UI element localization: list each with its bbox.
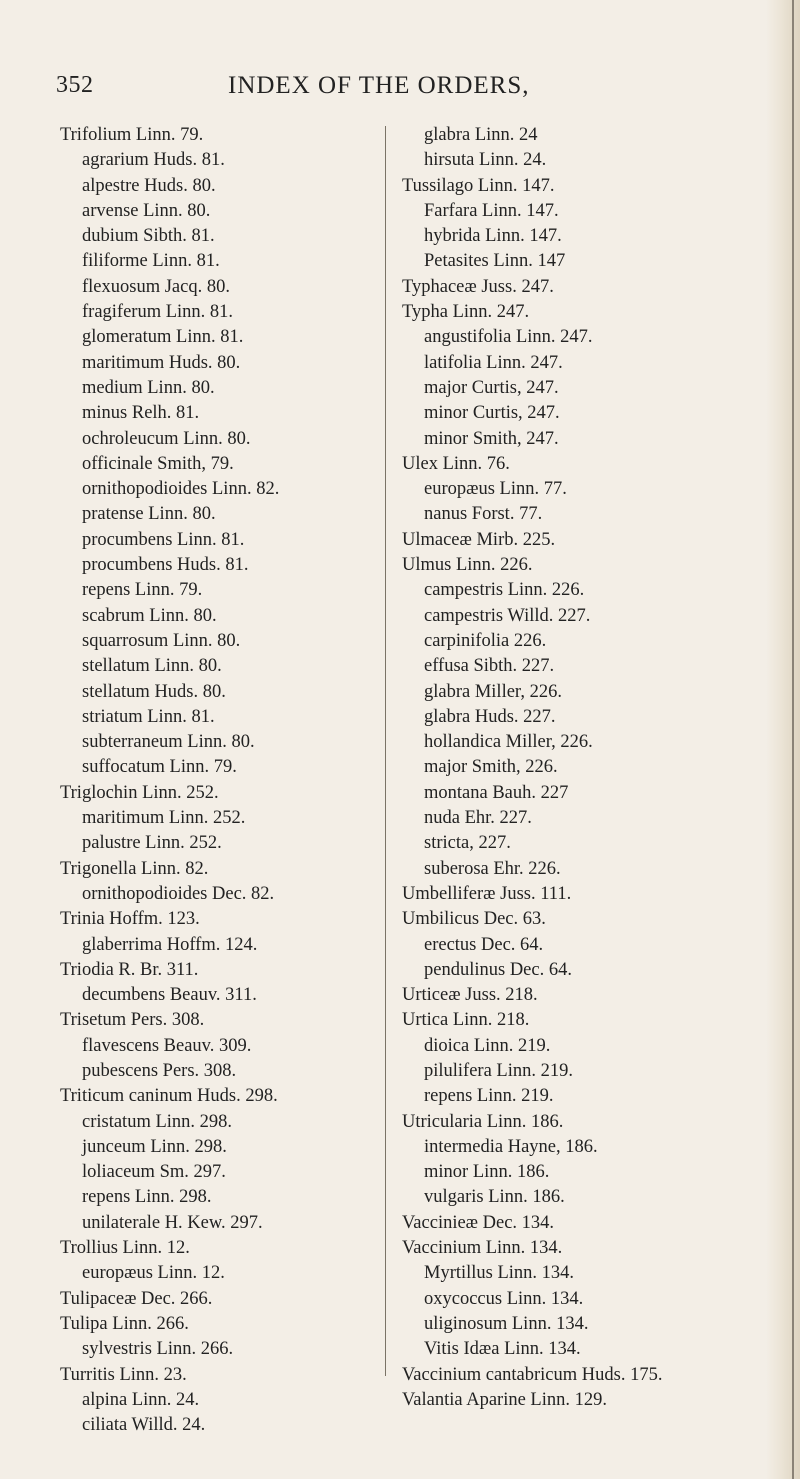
page-number: 352: [56, 72, 94, 98]
index-entry: maritimum Linn. 252.: [82, 808, 246, 829]
page-edge-line: [792, 0, 794, 1479]
index-entry: major Curtis, 247.: [424, 377, 559, 398]
index-entry: nanus Forst. 77.: [424, 504, 543, 525]
index-entry: alpina Linn. 24.: [82, 1389, 200, 1410]
index-entry: arvense Linn. 80.: [82, 200, 211, 221]
index-entry: europæus Linn. 12.: [82, 1263, 225, 1284]
index-entry: unilaterale H. Kew. 297.: [82, 1212, 263, 1233]
index-entry: Ulmaceæ Mirb. 225.: [402, 529, 556, 550]
index-entry: Typhaceæ Juss. 247.: [402, 276, 554, 297]
index-entry: sylvestris Linn. 266.: [82, 1339, 234, 1360]
index-entry: pubescens Pers. 308.: [82, 1060, 237, 1081]
index-column-left: [60, 123, 375, 1438]
running-title: INDEX OF THE ORDERS,: [228, 72, 530, 99]
index-entry: loliaceum Sm. 297.: [82, 1162, 226, 1183]
index-entry: fragiferum Linn. 81.: [82, 302, 234, 323]
index-entry: repens Linn. 219.: [424, 1086, 554, 1107]
index-entry: maritimum Huds. 80.: [82, 352, 241, 373]
index-entry: stellatum Huds. 80.: [82, 681, 226, 702]
index-entry: erectus Dec. 64.: [424, 934, 544, 955]
index-entry: Umbelliferæ Juss. 111.: [402, 883, 572, 904]
index-entry: Tulipaceæ Dec. 266.: [60, 1288, 213, 1309]
index-entry: Triticum caninum Huds. 298.: [60, 1086, 278, 1107]
index-entry: filiforme Linn. 81.: [82, 251, 220, 272]
index-entry: pratense Linn. 80.: [82, 504, 216, 525]
index-entry: suberosa Ehr. 226.: [424, 858, 561, 879]
index-entry: repens Linn. 79.: [82, 580, 203, 601]
index-entry: glaberrima Hoffm. 124.: [82, 934, 258, 955]
index-entry: carpinifolia 226.: [424, 630, 547, 651]
index-entry: glomeratum Linn. 81.: [82, 327, 244, 348]
index-entry: Trifolium Linn. 79.: [60, 125, 204, 145]
index-entry: minor Smith, 247.: [424, 428, 559, 449]
index-entry: procumbens Huds. 81.: [82, 555, 249, 576]
index-entry: latifolia Linn. 247.: [424, 352, 563, 373]
index-entry: pendulinus Dec. 64.: [424, 959, 572, 980]
index-entry: Ulmus Linn. 226.: [402, 555, 533, 576]
index-entry: alpestre Huds. 80.: [82, 175, 216, 196]
index-entry: vulgaris Linn. 186.: [424, 1187, 565, 1208]
index-entry: Vitis Idæa Linn. 134.: [424, 1339, 581, 1360]
index-entry: Urtica Linn. 218.: [402, 1010, 530, 1031]
index-entry: Tussilago Linn. 147.: [402, 175, 555, 196]
index-entry: glabra Huds. 227.: [424, 706, 556, 727]
index-entry: Triodia R. Br. 311.: [60, 959, 199, 980]
index-entry: Trigonella Linn. 82.: [60, 858, 209, 879]
index-entry: cristatum Linn. 298.: [82, 1111, 233, 1132]
index-entry: medium Linn. 80.: [82, 377, 215, 398]
index-entry: flavescens Beauv. 309.: [82, 1035, 252, 1056]
index-entry: nuda Ehr. 227.: [424, 808, 532, 829]
index-entry: stricta, 227.: [424, 833, 511, 854]
index-entry: oxycoccus Linn. 134.: [424, 1288, 584, 1309]
index-entry: ciliata Willd. 24.: [82, 1415, 206, 1436]
index-entry: squarrosum Linn. 80.: [82, 630, 241, 651]
index-entry: flexuosum Jacq. 80.: [82, 276, 230, 297]
index-column-right: [402, 123, 792, 1413]
index-entry: dioica Linn. 219.: [424, 1035, 551, 1056]
index-entry: ochroleucum Linn. 80.: [82, 428, 251, 449]
index-entry: uliginosum Linn. 134.: [424, 1313, 589, 1334]
index-entry: Ulex Linn. 76.: [402, 453, 510, 474]
index-entry: major Smith, 226.: [424, 757, 558, 778]
index-entry: decumbens Beauv. 311.: [82, 985, 257, 1006]
index-entry: glabra Linn. 24: [424, 125, 538, 145]
index-entry: Urticeæ Juss. 218.: [402, 985, 538, 1006]
index-entry: Turritis Linn. 23.: [60, 1364, 187, 1385]
index-entry: Trinia Hoffm. 123.: [60, 909, 200, 930]
index-entry: Petasites Linn. 147: [424, 251, 566, 272]
index-entry: suffocatum Linn. 79.: [82, 757, 237, 778]
index-entry: campestris Linn. 226.: [424, 580, 585, 601]
index-entry: agrarium Huds. 81.: [82, 150, 225, 171]
index-entry: Utricularia Linn. 186.: [402, 1111, 564, 1132]
index-entry: Trollius Linn. 12.: [60, 1238, 190, 1259]
index-entry: scabrum Linn. 80.: [82, 605, 217, 626]
index-entry: Myrtillus Linn. 134.: [424, 1263, 575, 1284]
index-entry: Tulipa Linn. 266.: [60, 1313, 189, 1334]
index-entry: hirsuta Linn. 24.: [424, 150, 547, 171]
index-entry: officinale Smith, 79.: [82, 453, 234, 474]
index-entry: intermedia Hayne, 186.: [424, 1136, 598, 1157]
index-entry: striatum Linn. 81.: [82, 706, 215, 727]
index-entry: Umbilicus Dec. 63.: [402, 909, 546, 930]
index-entry: ornithopodioides Dec. 82.: [82, 883, 275, 904]
index-entry: subterraneum Linn. 80.: [82, 732, 255, 753]
index-entry: pilulifera Linn. 219.: [424, 1060, 573, 1081]
index-entry: minor Linn. 186.: [424, 1162, 550, 1183]
column-divider: [385, 126, 386, 1376]
index-entry: effusa Sibth. 227.: [424, 656, 555, 677]
index-entry: hollandica Miller, 226.: [424, 732, 593, 753]
index-entry: ornithopodioides Linn. 82.: [82, 479, 280, 500]
index-entry: angustifolia Linn. 247.: [424, 327, 593, 348]
index-entry: Vaccinium cantabricum Huds. 175.: [402, 1364, 663, 1385]
index-entry: Farfara Linn. 147.: [424, 200, 559, 221]
index-entry: Typha Linn. 247.: [402, 302, 530, 323]
index-entry: dubium Sibth. 81.: [82, 226, 215, 247]
index-entry: minor Curtis, 247.: [424, 403, 560, 424]
index-entry: junceum Linn. 298.: [82, 1136, 227, 1157]
index-entry: montana Bauh. 227: [424, 782, 569, 803]
index-entry: Vaccinium Linn. 134.: [402, 1238, 563, 1259]
index-entry: campestris Willd. 227.: [424, 605, 591, 626]
index-entry: procumbens Linn. 81.: [82, 529, 245, 550]
index-entry: hybrida Linn. 147.: [424, 226, 562, 247]
index-entry: glabra Miller, 226.: [424, 681, 562, 702]
index-entry: Triglochin Linn. 252.: [60, 782, 219, 803]
index-entry: europæus Linn. 77.: [424, 479, 567, 500]
index-entry: stellatum Linn. 80.: [82, 656, 222, 677]
index-entry: Vaccinieæ Dec. 134.: [402, 1212, 555, 1233]
index-entry: Valantia Aparine Linn. 129.: [402, 1389, 607, 1410]
index-entry: repens Linn. 298.: [82, 1187, 212, 1208]
index-entry: palustre Linn. 252.: [82, 833, 222, 854]
index-entry: Trisetum Pers. 308.: [60, 1010, 205, 1031]
index-entry: minus Relh. 81.: [82, 403, 200, 424]
page-header: [56, 72, 716, 112]
